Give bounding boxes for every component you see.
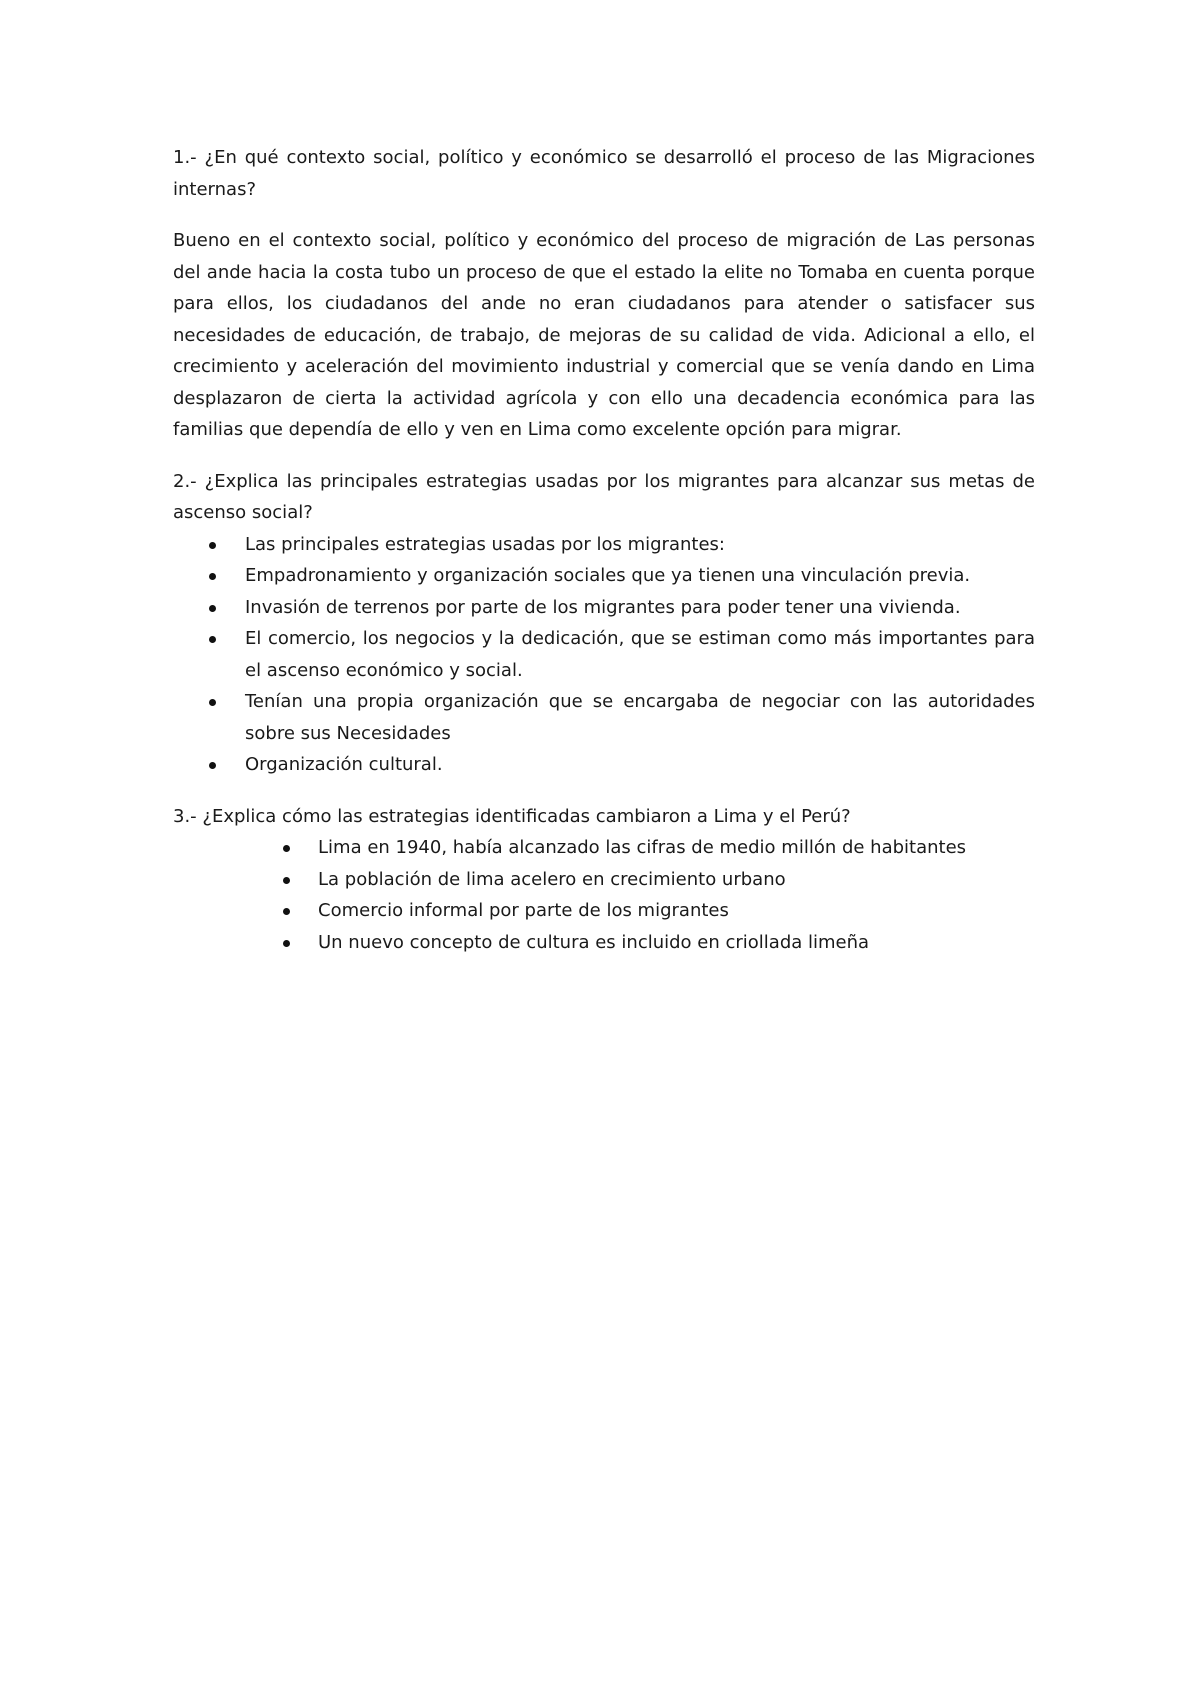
list-item: Las principales estrategias usadas por los migrantes: <box>173 529 1035 561</box>
answer-2-list <box>173 529 1035 781</box>
list-item: Un nuevo concepto de cultura es incluido en criollada limeña <box>173 927 1035 959</box>
list-item: Lima en 1940, había alcanzado las cifras de medio millón de habitantes <box>173 832 1035 864</box>
bullet-icon <box>209 605 216 612</box>
answer-1: Bueno en el contexto social, político y económico del proceso de migración de Las personas del ande hacia la costa tubo un proceso de que el estado la elite no Tomaba en cuenta porque para ellos, los ciudadanos del ande no eran ciudadanos para atender o satisfacer sus necesidades de educación, de trabajo, de mejoras de su calidad de vida. Adicional a ello, el crecimiento y aceleración del movimiento industrial y comercial que se venía dando en Lima desplazaron de cierta la actividad agrícola y con ello una decadencia económica para las familias que dependía de ello y ven en Lima como excelente opción para migrar. <box>173 230 1035 440</box>
question-1: 1.- ¿En qué contexto social, político y económico se desarrolló el proceso de las Migraciones internas? <box>173 147 1035 200</box>
bullet-icon <box>209 573 216 580</box>
list-item: Organización cultural. <box>173 749 1035 781</box>
bullet-icon <box>283 940 290 947</box>
document-page <box>173 142 1035 958</box>
list-item: El comercio, los negocios y la dedicación, que se estiman como más importantes para el ascenso económico y social. <box>173 623 1035 686</box>
list-item: Comercio informal por parte de los migrantes <box>173 895 1035 927</box>
list-item: Invasión de terrenos por parte de los migrantes para poder tener una vivienda. <box>173 592 1035 624</box>
question-3: 3.- ¿Explica cómo las estrategias identificadas cambiaron a Lima y el Perú? <box>173 805 851 827</box>
bullet-icon <box>209 762 216 769</box>
bullet-icon <box>283 877 290 884</box>
bullet-icon <box>209 699 216 706</box>
bullet-icon <box>209 636 216 643</box>
bullet-icon <box>209 542 216 549</box>
bullet-icon <box>283 845 290 852</box>
bullet-icon <box>283 908 290 915</box>
answer-3-list <box>173 832 1035 958</box>
question-2: 2.- ¿Explica las principales estrategias usadas por los migrantes para alcanzar sus metas de ascenso social? <box>173 470 1035 523</box>
list-item: Empadronamiento y organización sociales que ya tienen una vinculación previa. <box>173 560 1035 592</box>
list-item: Tenían una propia organización que se encargaba de negociar con las autoridades sobre sus Necesidades <box>173 686 1035 749</box>
list-item: La población de lima acelero en crecimiento urbano <box>173 864 1035 896</box>
